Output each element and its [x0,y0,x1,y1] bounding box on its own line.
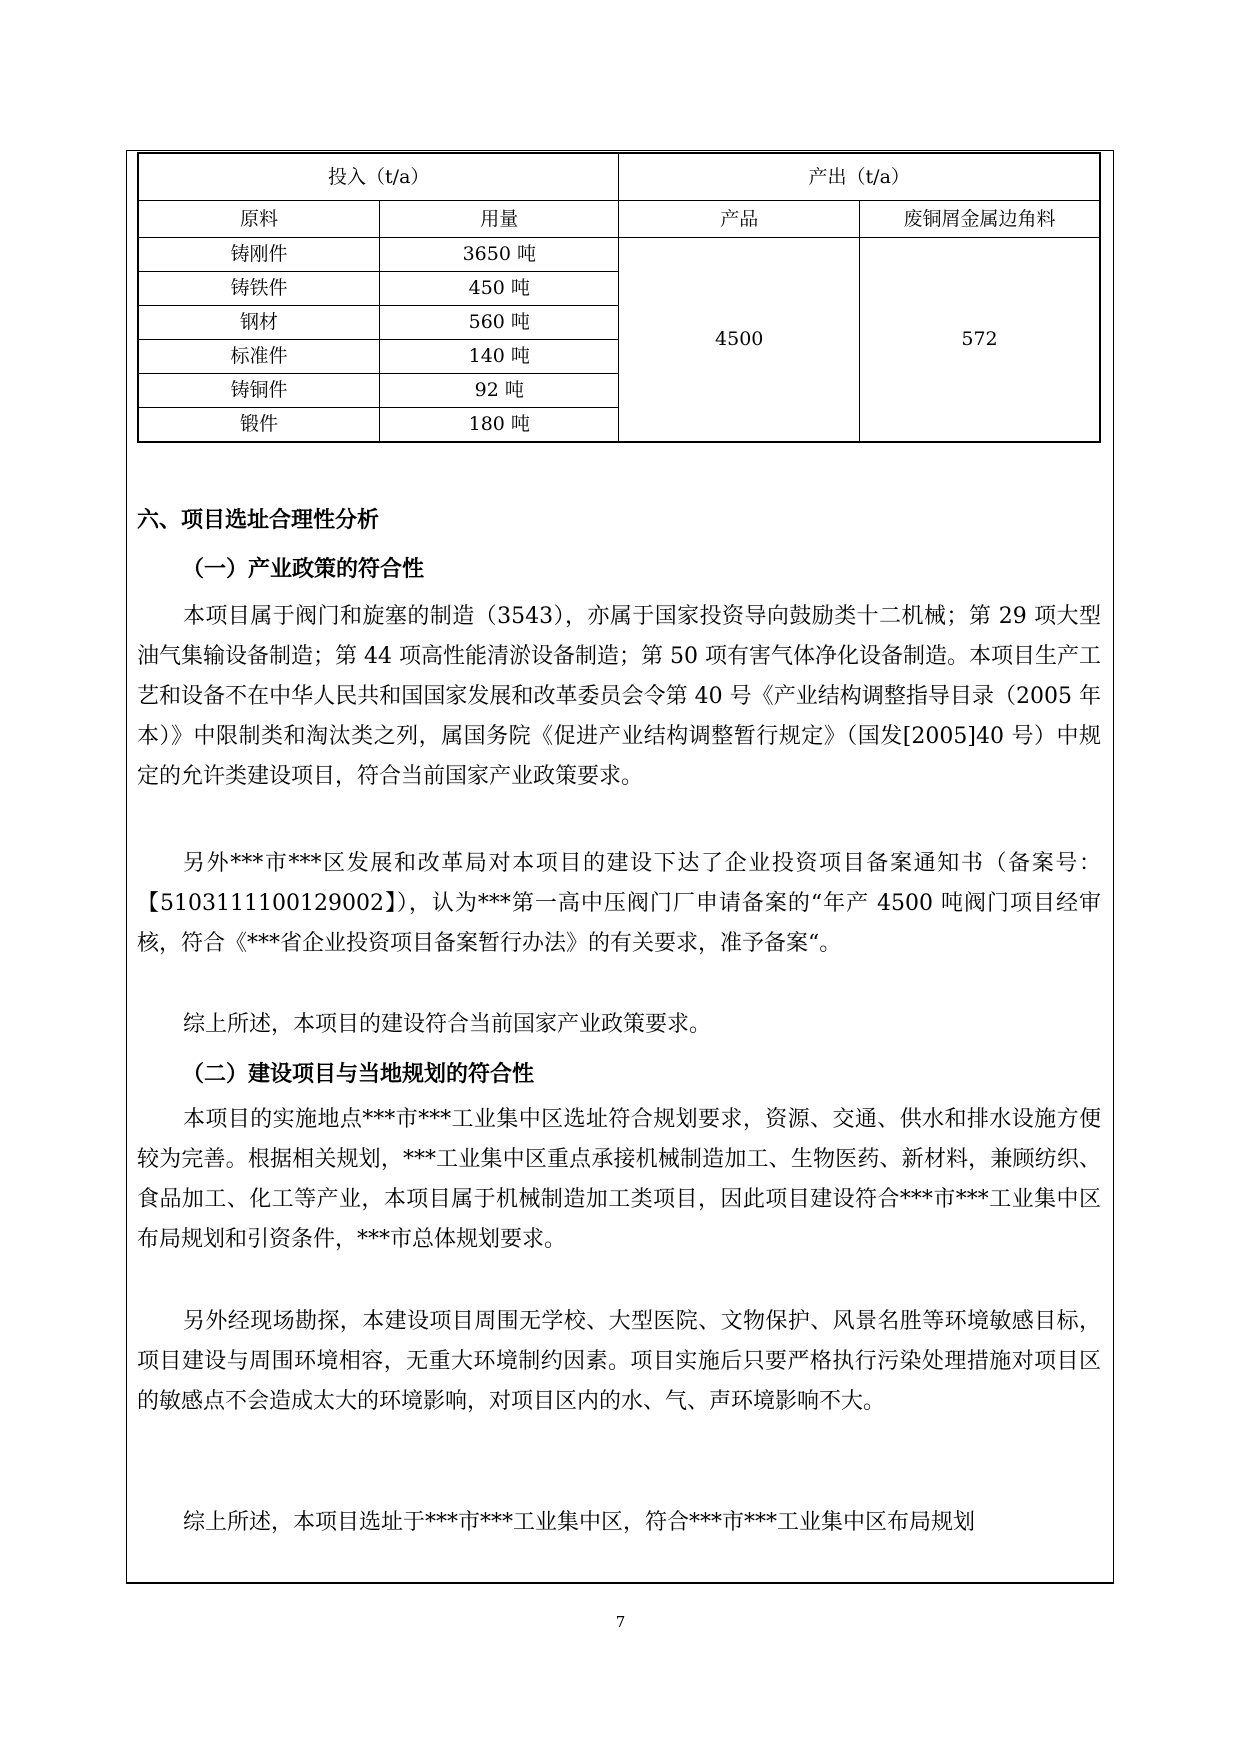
material-cell: 铸铜件 [138,374,380,408]
paragraph-site-summary: 综上所述，本项目选址于***市***工业集中区，符合***市***工业集中区布局规划 [183,1510,976,1535]
scrap-value-cell: 572 [859,238,1100,443]
subsection-heading-policy: （一）产业政策的符合性 [182,557,425,582]
material-cell: 铸铁件 [138,272,380,306]
paragraph-filing: 另外***市***区发展和改革局对本项目的建设下达了企业投资项目备案通知书（备案号：【5103111100129002】），认为***第一高中压阀门厂申请备案的“年产 4500 吨阀门项目经审核，符合《***省企业投资项目备案暂行办法》的有关要求，准予备案“。 [137,851,1101,956]
page-number: 7 [615,1613,626,1631]
input-header: 投入（t/a） [138,153,619,201]
material-cell: 锻件 [138,408,380,443]
amount-cell: 92 吨 [380,374,619,408]
output-header: 产出（t/a） [619,153,1100,201]
section-heading: 六、项目选址合理性分析 [137,508,380,533]
amount-cell: 180 吨 [380,408,619,443]
subsection-heading-planning: （二）建设项目与当地规划的符合性 [182,1062,535,1087]
amount-cell: 140 吨 [380,340,619,374]
amount-cell: 450 吨 [380,272,619,306]
col-product-header: 产品 [619,201,860,238]
product-value-cell: 4500 [619,238,860,443]
col-material-header: 原料 [138,201,380,238]
material-cell: 标准件 [138,340,380,374]
paragraph-environment: 另外经现场勘探，本建设项目周围无学校、大型医院、文物保护、风景名胜等环境敏感目标，项目建设与周围环境相容，无重大环境制约因素。项目实施后只要严格执行污染处理措施对项目区的敏感点不会造成太大的环境影响，对项目区内的水、气、声环境影响不大。 [137,1309,1101,1414]
paragraph-policy-summary: 综上所述，本项目的建设符合当前国家产业政策要求。 [183,1012,712,1037]
table-row [138,238,1100,272]
col-amount-header: 用量 [380,201,619,238]
amount-cell: 3650 吨 [380,238,619,272]
paragraph-policy: 本项目属于阀门和旋塞的制造（3543），亦属于国家投资导向鼓励类十二机械；第 29 项大型油气集输设备制造；第 44 项高性能清淤设备制造；第 50 项有害气体净化设备制造。本项目生产工艺和设备不在中华人民共和国国家发展和改革委员会令第 40 号《产业结构调整指导目录（2005 年本）》中限制类和淘汰类之列，属国务院《促进产业结构调整暂行规定》（国发[2005]40 号）中规定的允许类建设项目，符合当前国家产业政策要求。 [137,604,1101,789]
material-cell: 钢材 [138,306,380,340]
col-scrap-header: 废铜屑金属边角料 [859,201,1100,238]
material-cell: 铸刚件 [138,238,380,272]
paragraph-planning: 本项目的实施地点***市***工业集中区选址符合规划要求，资源、交通、供水和排水设施方便较为完善。根据相关规划，***工业集中区重点承接机械制造加工、生物医药、新材料，兼顾纺织、食品加工、化工等产业，本项目属于机械制造加工类项目，因此项目建设符合***市***工业集中区布局规划和引资条件，***市总体规划要求。 [137,1107,1101,1252]
amount-cell: 560 吨 [380,306,619,340]
material-balance-table [137,152,1101,443]
